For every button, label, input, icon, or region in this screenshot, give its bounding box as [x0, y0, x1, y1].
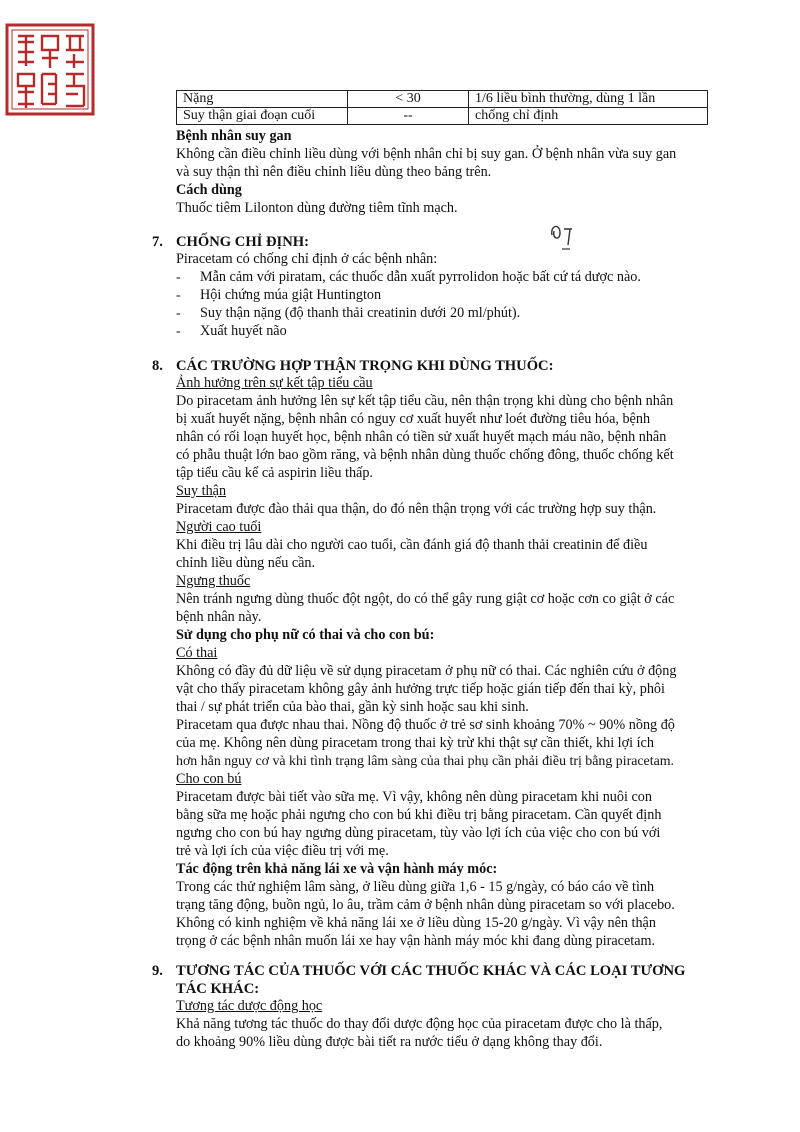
paragraph-line: do khoảng 90% liều dùng được bài tiết ra nước tiểu ở dạng không thay đổi. [176, 1034, 603, 1050]
paragraph-line: bằng sữa mẹ hoặc phải ngưng cho con bú khi điều trị bằng piracetam. Cần quyết định [176, 807, 662, 823]
table-cell: 1/6 liều bình thường, dùng 1 lần [469, 91, 708, 108]
liver-heading: Bệnh nhân suy gan [176, 128, 292, 144]
pk-subheading: Tương tác dược động học [176, 998, 323, 1014]
section-9-title: TƯƠNG TÁC CỦA THUỐC VỚI CÁC THUỐC KHÁC VÀ CÁC LOẠI TƯƠNG [176, 963, 686, 979]
table-cell: < 30 [348, 91, 469, 108]
paragraph-line: chỉnh liều dùng nếu cần. [176, 555, 316, 571]
paragraph-line: Trong các thử nghiệm lâm sàng, ở liều dùng giữa 1,6 - 15 g/ngày, có báo cáo về tình [176, 879, 655, 895]
section-7-number: 7. [152, 234, 163, 250]
section-8-title: CÁC TRƯỜNG HỢP THẬN TRỌNG KHI DÙNG THUỐC: [176, 358, 554, 374]
table-cell: Nặng [177, 91, 348, 108]
usage-heading: Cách dùng [176, 182, 242, 198]
driving-heading: Tác động trên khả năng lái xe và vận hành máy móc: [176, 861, 498, 877]
table-row [177, 91, 708, 108]
paragraph-line: có phẫu thuật lớn bao gồm răng, và bệnh nhân dùng thuốc chống đông, thuốc chống kết [176, 447, 674, 463]
liver-text-line: và suy thận thì nên điều chỉnh liều dùng theo bảng trên. [176, 164, 492, 180]
list-item: Hội chứng múa giật Huntington [200, 287, 382, 303]
paragraph-line: Không có kinh nghiệm về khả năng lái xe ở liều dùng 15-20 g/ngày. Vì vậy nên thận [176, 915, 656, 931]
paragraph-line: trọng ở các bệnh nhân muốn lái xe hay vận hành máy móc khi đang dùng piracetam. [176, 933, 656, 949]
paragraph-line: trạng tăng động, buồn ngủ, lo âu, trầm cảm ở bệnh nhân dùng piracetam so với placebo. [176, 897, 675, 913]
section-7-intro: Piracetam có chống chỉ định ở các bệnh nhân: [176, 251, 438, 267]
paragraph-line: ngưng cho con bú hay ngưng dùng piracetam, tùy vào lợi ích của việc cho con bú với [176, 825, 661, 841]
paragraph-line: Piracetam được bài tiết vào sữa mẹ. Vì vậy, không nên dùng piracetam khi nuôi con [176, 789, 652, 805]
platelet-subheading: Ảnh hưởng trên sự kết tập tiểu cầu [176, 375, 373, 391]
section-9-number: 9. [152, 963, 163, 979]
nursing-subheading: Cho con bú [176, 771, 242, 787]
paragraph-line: của mẹ. Không nên dùng piracetam trong thai kỳ trừ khi thật sự cần thiết, khi lợi ích [176, 735, 654, 751]
paragraph-line: Khi điều trị lâu dài cho người cao tuổi, cần đánh giá độ thanh thải creatinin để điều [176, 537, 648, 553]
table-cell: Suy thận giai đoạn cuối [177, 108, 348, 125]
list-item: Suy thận nặng (độ thanh thải creatinin dưới 20 ml/phút). [200, 305, 521, 321]
paragraph-line: tập tiểu cầu kể cả aspirin liều thấp. [176, 465, 373, 481]
kidney-subheading: Suy thận [176, 483, 227, 499]
usage-text: Thuốc tiêm Lilonton dùng đường tiêm tĩnh mạch. [176, 200, 458, 216]
dosage-table [176, 90, 708, 125]
table-row [177, 108, 708, 125]
paragraph-line: bệnh nhân này. [176, 609, 262, 625]
section-9-title-cont: TÁC KHÁC: [176, 981, 260, 997]
table-cell: -- [348, 108, 469, 125]
pregnant-subheading: Có thai [176, 645, 218, 661]
paragraph-line: thai / sự phát triển của bào thai, gần kỳ sinh hoặc sau khi sinh. [176, 699, 529, 715]
seal-stamp-icon [4, 22, 96, 117]
liver-text-line: Không cần điều chỉnh liều dùng với bệnh nhân chỉ bị suy gan. Ở bệnh nhân vừa suy gan [176, 146, 677, 162]
paragraph-line: nhân có rối loạn huyết học, bệnh nhân có tiền sử xuất huyết mạch máu não, bệnh nhân [176, 429, 667, 445]
paragraph-line: trẻ và lợi ích của việc điều trị với mẹ. [176, 843, 389, 859]
section-7-title: CHỐNG CHỈ ĐỊNH: [176, 234, 309, 250]
paragraph-line: vật cho thấy piracetam không gây ảnh hưởng trực tiếp hoặc gián tiếp đến thai kỳ, phôi [176, 681, 665, 697]
list-item: Xuất huyết não [200, 323, 287, 339]
list-item: Mẫn cảm với piratam, các thuốc dẫn xuất pyrrolidon hoặc bất cứ tá dược nào. [200, 269, 641, 285]
paragraph-line: Piracetam được đào thải qua thận, do đó nên thận trọng với các trường hợp suy thận. [176, 501, 657, 517]
paragraph-line: Nên tránh ngưng dùng thuốc đột ngột, do có thể gây rung giật cơ hoặc cơn co giật ở các [176, 591, 675, 607]
pregnancy-heading: Sử dụng cho phụ nữ có thai và cho con bú: [176, 627, 435, 643]
paragraph-line: bị xuất huyết nặng, bệnh nhân có nguy cơ xuất huyết như loét đường tiêu hóa, bệnh [176, 411, 651, 427]
paragraph-line: Không có đầy đủ dữ liệu về sử dụng piracetam ở phụ nữ có thai. Các nghiên cứu ở động [176, 663, 677, 679]
elderly-subheading: Người cao tuổi [176, 519, 262, 535]
paragraph-line: hơn hẳn nguy cơ và khi tình trạng lâm sàng của thai phụ cần phải điều trị bằng piracetam. [176, 754, 675, 769]
handwritten-mark-icon [546, 215, 586, 255]
table-cell: chống chỉ định [469, 108, 708, 125]
paragraph-line: Khả năng tương tác thuốc do thay đổi dược động học của piracetam được cho là thấp, [176, 1016, 663, 1032]
withdrawal-subheading: Ngưng thuốc [176, 573, 251, 589]
paragraph-line: Do piracetam ảnh hưởng lên sự kết tập tiểu cầu, nên thận trọng khi dùng cho bệnh nhân [176, 393, 674, 409]
paragraph-line: Piracetam qua được nhau thai. Nồng độ thuốc ở trẻ sơ sinh khoảng 70% ~ 90% nồng độ [176, 717, 675, 733]
section-8-number: 8. [152, 358, 163, 374]
